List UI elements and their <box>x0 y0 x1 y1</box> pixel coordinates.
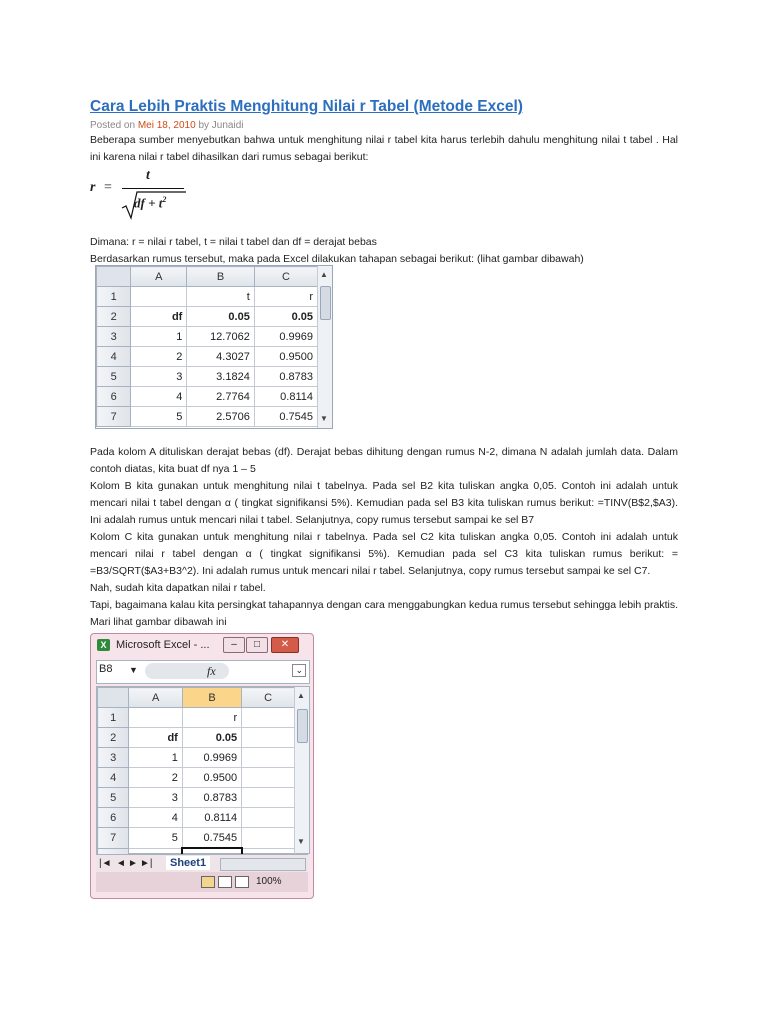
vertical-scrollbar[interactable] <box>294 687 309 853</box>
fx-icon[interactable]: fx <box>207 664 216 678</box>
corner-cell <box>97 267 131 287</box>
cell[interactable]: 5 <box>129 828 182 849</box>
table-row <box>97 327 318 347</box>
paragraph-berdasarkan: Berdasarkan rumus tersebut, maka pada Excel dilakukan tahapan sebagai berikut: (lihat gambar dibawah) <box>90 253 584 265</box>
denominator-exponent: 2 <box>162 195 167 204</box>
cell[interactable]: 4 <box>131 387 187 407</box>
cell[interactable]: r <box>254 287 317 307</box>
cell[interactable]: 4 <box>129 808 182 828</box>
tab-nav-next-icon[interactable]: ► <box>128 858 138 869</box>
col-header-b[interactable]: B <box>182 688 241 708</box>
status-bar <box>96 872 308 892</box>
cell[interactable]: 3.1824 <box>187 367 254 387</box>
table-row <box>98 768 295 788</box>
paragraph-kolom-c: Kolom C kita gunakan untuk menghitung nilai r tabelnya. Pada sel C2 kita tuliskan angka 0,05. Contoh ini adalah untuk mencari nilai r tabel dengan α ( tingkat signifikansi 5%). Kemudian pada sel C3 kita tuliskan rumus berikut: = =B3/SQRT($A3+B3^2). Ini adalah rumus untuk mencari nilai r tabel. Selanjutnya, copy rumus tersebut sampai ke sel C7. <box>90 531 678 577</box>
row-header[interactable]: 1 <box>97 287 131 307</box>
cell[interactable]: 0.8114 <box>182 808 241 828</box>
table-row <box>97 347 318 367</box>
cell[interactable] <box>242 708 295 728</box>
cell[interactable]: 2.7764 <box>187 387 254 407</box>
cell[interactable]: 0.7545 <box>182 828 241 849</box>
cell[interactable]: 0.05 <box>187 307 254 327</box>
cell[interactable]: 0.9500 <box>254 347 317 367</box>
cell[interactable]: 0.9500 <box>182 768 241 788</box>
close-icon[interactable]: ✕ <box>271 637 299 653</box>
col-header-c[interactable]: C <box>254 267 317 287</box>
paragraph-kolom-b: Kolom B kita gunakan untuk menghitung nilai t tabelnya. Pada sel B2 kita tuliskan angka 0,05. Contoh ini adalah untuk mencari nilai t tabel dengan α ( tingkat signifikansi 5%). Kemudian pada sel B3 kita tuliskan rumus berikut: =TINV(B$2,$A3). Ini adalah rumus untuk mencari nilai t tabel. Selanjutnya, copy rumus tersebut sampai ke sel B7 <box>90 480 678 526</box>
row-header[interactable]: 5 <box>98 788 129 808</box>
cell[interactable]: 3 <box>131 367 187 387</box>
page-break-view-icon[interactable] <box>235 876 249 888</box>
excel-grid <box>97 687 295 870</box>
sheet1-grid <box>96 266 318 427</box>
formula-numerator: t <box>146 168 150 183</box>
table-row <box>97 307 318 327</box>
tab-nav-prev-icon[interactable]: ◄ <box>116 858 126 869</box>
table-row <box>98 828 295 849</box>
formula-bar-toggle[interactable] <box>145 663 229 679</box>
cell[interactable]: 3 <box>129 788 182 808</box>
paragraph-nah: Nah, sudah kita dapatkan nilai r tabel. <box>90 582 266 594</box>
table-row <box>97 407 318 427</box>
cell[interactable]: 4.3027 <box>187 347 254 367</box>
col-header-a[interactable]: A <box>131 267 187 287</box>
cell[interactable]: 1 <box>129 748 182 768</box>
paragraph-dimana: Dimana: r = nilai r tabel, t = nilai t tabel dan df = derajat bebas <box>90 236 377 248</box>
row-header[interactable]: 6 <box>97 387 131 407</box>
cell[interactable]: t <box>187 287 254 307</box>
row-header[interactable]: 2 <box>98 728 129 748</box>
scroll-up-icon[interactable]: ▲ <box>320 270 328 279</box>
window-titlebar <box>91 634 313 656</box>
vertical-scrollbar[interactable] <box>317 266 332 428</box>
expand-formula-icon[interactable]: ⌄ <box>292 664 306 677</box>
paragraph-intro: Beberapa sumber menyebutkan bahwa untuk menghitung nilai r tabel kita harus terlebih dahulu menghitung nilai t tabel . Hal ini karena nilai r tabel dihasilkan dari rumus sebagai berikut: <box>90 134 678 163</box>
cell[interactable] <box>242 728 295 748</box>
cell[interactable]: 0.05 <box>254 307 317 327</box>
cell[interactable]: 2 <box>131 347 187 367</box>
cell[interactable]: 2.5706 <box>187 407 254 427</box>
fraction-bar <box>122 188 184 189</box>
cell[interactable]: 0.9969 <box>254 327 317 347</box>
formula-lhs: r <box>90 180 96 195</box>
scroll-down-icon[interactable]: ▼ <box>320 414 328 423</box>
maximize-icon[interactable]: □ <box>246 637 268 653</box>
cell[interactable]: df <box>131 307 187 327</box>
row-header[interactable]: 3 <box>98 748 129 768</box>
formula-denominator <box>134 195 166 211</box>
row-header[interactable]: 2 <box>97 307 131 327</box>
excel-grid-area <box>96 686 310 854</box>
col-header-a[interactable]: A <box>129 688 182 708</box>
post-author[interactable]: Junaidi <box>211 120 244 131</box>
cell[interactable] <box>131 287 187 307</box>
cell[interactable]: 0.8783 <box>254 367 317 387</box>
name-box[interactable]: B8 <box>99 663 113 675</box>
col-header-b[interactable]: B <box>187 267 254 287</box>
row-header[interactable]: 4 <box>98 768 129 788</box>
formula <box>90 168 678 230</box>
tab-nav-first-icon[interactable]: |◄ <box>99 858 112 869</box>
table-row <box>97 287 318 307</box>
cell[interactable] <box>242 768 295 788</box>
cell[interactable]: df <box>129 728 182 748</box>
excel-window <box>90 633 314 899</box>
row-header[interactable]: 5 <box>97 367 131 387</box>
normal-view-icon[interactable] <box>201 876 215 888</box>
cell[interactable]: 2 <box>129 768 182 788</box>
zoom-level[interactable]: 100% <box>256 876 282 887</box>
cell[interactable]: 1 <box>131 327 187 347</box>
table-row <box>97 387 318 407</box>
namebox-dropdown-icon[interactable]: ▼ <box>129 665 138 675</box>
row-header[interactable]: 7 <box>98 828 129 849</box>
scroll-down-icon[interactable]: ▼ <box>297 837 305 846</box>
corner-cell <box>98 688 129 708</box>
cell[interactable]: r <box>182 708 241 728</box>
excel-icon: X <box>97 639 110 651</box>
row-header[interactable]: 3 <box>97 327 131 347</box>
denominator-text: df + t <box>134 195 163 211</box>
scroll-up-icon[interactable]: ▲ <box>297 691 305 700</box>
row-header[interactable]: 7 <box>97 407 131 427</box>
cell[interactable]: 0.8783 <box>182 788 241 808</box>
posted-on-label: Posted on <box>90 120 136 131</box>
table-row <box>98 748 295 768</box>
row-header[interactable]: 6 <box>98 808 129 828</box>
cell[interactable] <box>242 828 295 849</box>
paragraph-kolom-a: Pada kolom A dituliskan derajat bebas (df). Derajat bebas dihitung dengan rumus N-2, dimana N adalah jumlah data. Dalam contoh diatas, kita buat df nya 1 – 5 <box>90 446 678 475</box>
minimize-icon[interactable]: – <box>223 637 245 653</box>
table-row <box>98 788 295 808</box>
post-date[interactable]: Mei 18, 2010 <box>137 120 196 131</box>
article-title[interactable]: Cara Lebih Praktis Menghitung Nilai r Tabel (Metode Excel) <box>90 98 523 115</box>
table-row <box>98 728 295 748</box>
table-row <box>98 808 295 828</box>
window-title: Microsoft Excel - ... <box>116 639 210 651</box>
horizontal-scrollbar[interactable] <box>220 858 306 871</box>
row-header[interactable]: 1 <box>98 708 129 728</box>
cell[interactable] <box>242 748 295 768</box>
tab-sheet1[interactable]: Sheet1 <box>166 856 210 870</box>
by-label: by <box>198 120 209 131</box>
sheet-tab-bar <box>96 854 308 873</box>
cell[interactable] <box>242 808 295 828</box>
tab-nav-last-icon[interactable]: ►| <box>140 858 153 869</box>
cell[interactable]: 0.7545 <box>254 407 317 427</box>
paragraph-tapi: Tapi, bagaimana kalau kita persingkat tahapannya dengan cara menggabungkan kedua rumus tersebut sehingga lebih praktis. Mari lihat gambar dibawah ini <box>90 599 678 628</box>
formula-eq: = <box>104 180 112 195</box>
spreadsheet-image-1 <box>95 265 333 429</box>
page-layout-view-icon[interactable] <box>218 876 232 888</box>
formula-bar <box>96 660 310 684</box>
cell[interactable]: 12.7062 <box>187 327 254 347</box>
table-row <box>98 708 295 728</box>
table-row <box>97 367 318 387</box>
cell[interactable] <box>242 788 295 808</box>
cell[interactable] <box>129 708 182 728</box>
cell[interactable]: 0.8114 <box>254 387 317 407</box>
cell[interactable]: 0.9969 <box>182 748 241 768</box>
scroll-thumb[interactable] <box>320 286 331 320</box>
cell[interactable]: 5 <box>131 407 187 427</box>
post-meta <box>90 120 678 132</box>
scroll-thumb[interactable] <box>297 709 308 743</box>
col-header-c[interactable]: C <box>242 688 295 708</box>
row-header[interactable]: 4 <box>97 347 131 367</box>
cell[interactable]: 0.05 <box>182 728 241 748</box>
